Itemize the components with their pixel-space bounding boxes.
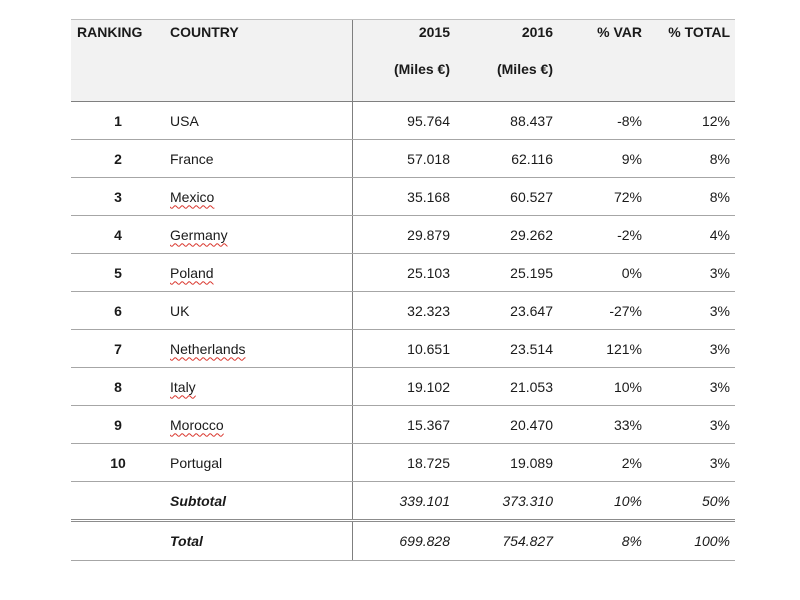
header-var: % VAR [558, 20, 647, 102]
table-row [71, 254, 735, 292]
header-2015-year: 2015 [418, 24, 450, 40]
country-name: Germany [170, 226, 228, 243]
value-2016-cell: 62.116 [455, 140, 558, 178]
value-2015-cell: 25.103 [352, 254, 455, 292]
total-cell: 8% [647, 140, 735, 178]
total-cell: 3% [647, 444, 735, 482]
header-2016 [455, 20, 558, 102]
country-name: Poland [170, 264, 214, 281]
table-row [71, 444, 735, 482]
var-cell: -8% [558, 102, 647, 140]
rank-cell-empty [71, 482, 165, 521]
country-cell: France [165, 140, 352, 178]
value-2016-cell: 19.089 [455, 444, 558, 482]
country-name: Mexico [170, 188, 215, 205]
table-row [71, 368, 735, 406]
table-body [71, 102, 735, 561]
header-total: % TOTAL [647, 20, 735, 102]
value-2016-cell: 29.262 [455, 216, 558, 254]
country-cell [165, 330, 352, 368]
var-cell: 72% [558, 178, 647, 216]
rank-cell: 6 [71, 292, 165, 330]
total-cell: 12% [647, 102, 735, 140]
subtotal-total: 50% [647, 482, 735, 521]
rank-cell: 5 [71, 254, 165, 292]
table-header [71, 20, 735, 102]
value-2016-cell: 25.195 [455, 254, 558, 292]
country-cell [165, 406, 352, 444]
subtotal-var: 10% [558, 482, 647, 521]
country-cell: UK [165, 292, 352, 330]
value-2015-cell: 57.018 [352, 140, 455, 178]
var-cell: 9% [558, 140, 647, 178]
table-row [71, 102, 735, 140]
rank-cell: 1 [71, 102, 165, 140]
var-cell: 0% [558, 254, 647, 292]
country-cell: USA [165, 102, 352, 140]
header-2015 [352, 20, 455, 102]
header-2016-year: 2016 [521, 24, 553, 40]
header-row [71, 20, 735, 102]
var-cell: 2% [558, 444, 647, 482]
total-label: Total [165, 521, 352, 561]
total-cell: 3% [647, 368, 735, 406]
value-2015-cell: 35.168 [352, 178, 455, 216]
var-cell: 121% [558, 330, 647, 368]
table-row [71, 292, 735, 330]
rank-cell: 2 [71, 140, 165, 178]
total-2015: 699.828 [352, 521, 455, 561]
var-cell: -27% [558, 292, 647, 330]
total-cell: 8% [647, 178, 735, 216]
value-2015-cell: 18.725 [352, 444, 455, 482]
total-cell: 4% [647, 216, 735, 254]
subtotal-label: Subtotal [165, 482, 352, 521]
value-2016-cell: 23.514 [455, 330, 558, 368]
rank-cell: 10 [71, 444, 165, 482]
subtotal-row [71, 482, 735, 521]
table-row [71, 216, 735, 254]
table-row [71, 178, 735, 216]
value-2015-cell: 29.879 [352, 216, 455, 254]
header-ranking: RANKING [71, 20, 165, 102]
total-cell: 3% [647, 406, 735, 444]
country-cell [165, 216, 352, 254]
header-2016-unit: (Miles €) [496, 61, 553, 77]
value-2016-cell: 88.437 [455, 102, 558, 140]
rank-cell: 3 [71, 178, 165, 216]
country-cell [165, 254, 352, 292]
value-2016-cell: 23.647 [455, 292, 558, 330]
table-row [71, 406, 735, 444]
total-total: 100% [647, 521, 735, 561]
subtotal-2015: 339.101 [352, 482, 455, 521]
var-cell: 33% [558, 406, 647, 444]
total-var: 8% [558, 521, 647, 561]
country-ranking-table [71, 19, 735, 561]
value-2015-cell: 15.367 [352, 406, 455, 444]
table-row [71, 330, 735, 368]
total-cell: 3% [647, 330, 735, 368]
total-2016: 754.827 [455, 521, 558, 561]
var-cell: 10% [558, 368, 647, 406]
total-cell: 3% [647, 254, 735, 292]
value-2016-cell: 20.470 [455, 406, 558, 444]
header-2015-unit: (Miles €) [393, 61, 450, 77]
subtotal-2016: 373.310 [455, 482, 558, 521]
country-cell [165, 368, 352, 406]
country-cell [165, 178, 352, 216]
rank-cell: 7 [71, 330, 165, 368]
rank-cell: 9 [71, 406, 165, 444]
rank-cell: 8 [71, 368, 165, 406]
rank-cell-empty [71, 521, 165, 561]
total-row [71, 521, 735, 561]
country-name: Italy [170, 378, 196, 395]
country-cell: Portugal [165, 444, 352, 482]
header-country: COUNTRY [165, 20, 352, 102]
value-2015-cell: 19.102 [352, 368, 455, 406]
var-cell: -2% [558, 216, 647, 254]
value-2015-cell: 95.764 [352, 102, 455, 140]
value-2015-cell: 32.323 [352, 292, 455, 330]
value-2016-cell: 21.053 [455, 368, 558, 406]
rank-cell: 4 [71, 216, 165, 254]
country-name: Netherlands [170, 340, 246, 357]
value-2016-cell: 60.527 [455, 178, 558, 216]
country-name: Morocco [170, 416, 224, 433]
table-row [71, 140, 735, 178]
value-2015-cell: 10.651 [352, 330, 455, 368]
total-cell: 3% [647, 292, 735, 330]
